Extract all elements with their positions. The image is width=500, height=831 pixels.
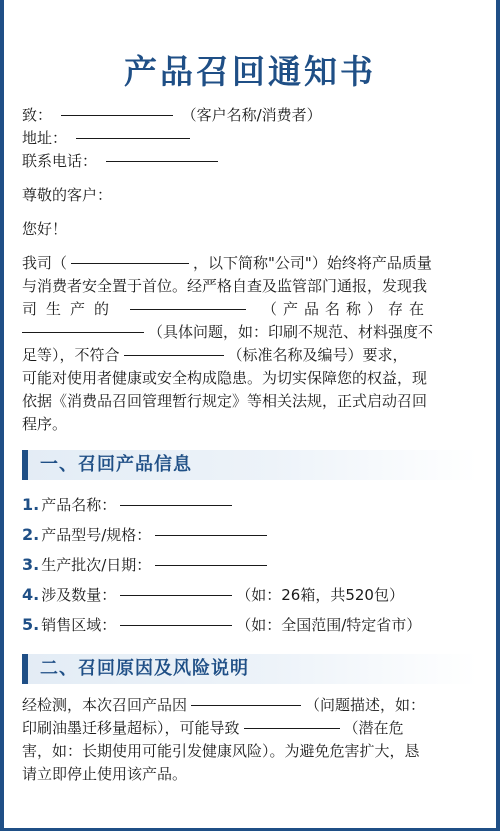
title-area xyxy=(4,0,496,98)
section-title: 二、召回原因及风险说明 xyxy=(40,658,249,679)
list-item xyxy=(22,610,478,640)
reason-line-1 xyxy=(22,694,478,717)
item-note: （如：26箱，共520包） xyxy=(236,586,404,604)
item-label: 销售区域： xyxy=(41,616,117,634)
intro-text: （产品名称）存在 xyxy=(262,300,431,318)
item-label: 产品名称： xyxy=(41,496,117,514)
address-line xyxy=(22,127,478,150)
product-info-list xyxy=(22,490,478,640)
intro-text: ，以下简称"公司"）始终将产品质量 xyxy=(193,254,432,272)
reason-line-3: 害，如：长期使用可能引发健康风险）。为避免危害扩大，恳 xyxy=(22,742,420,760)
item-number: 2. xyxy=(22,525,40,544)
item-number: 3. xyxy=(22,555,40,574)
reason-line-2 xyxy=(22,717,478,740)
reason-text: （问题描述，如： xyxy=(305,696,426,714)
item-number: 1. xyxy=(22,495,40,514)
intro-text: 足等），不符合 xyxy=(22,346,120,364)
hello: 您好！ xyxy=(22,220,68,238)
section-bar xyxy=(22,654,28,684)
address-blank xyxy=(76,138,190,139)
reason-line-4: 请立即停止使用该产品。 xyxy=(22,765,188,783)
product-name-blank xyxy=(130,309,246,310)
section-1-heading xyxy=(22,450,478,480)
intro-text: （具体问题，如：印刷不规范、材料强度不 xyxy=(148,323,434,341)
section-bar xyxy=(22,450,28,480)
list-item xyxy=(22,490,478,520)
to-hint: （客户名称/消费者） xyxy=(181,106,322,124)
phone-blank xyxy=(106,161,218,162)
to-line xyxy=(22,104,478,127)
salutation: 尊敬的客户： xyxy=(22,186,113,204)
intro-text: （标准名称及编号）要求， xyxy=(227,346,408,364)
notice-body xyxy=(4,98,496,786)
page-title: 产品召回通知书 xyxy=(124,52,376,91)
intro-line-8: 程序。 xyxy=(22,415,68,433)
reason-text: 经检测，本次召回产品因 xyxy=(22,696,188,714)
hazard-blank xyxy=(244,728,340,729)
address-label: 地址： xyxy=(22,129,68,147)
phone-label: 联系电话： xyxy=(22,152,98,170)
item-blank xyxy=(120,595,232,596)
intro-line-5 xyxy=(22,344,478,367)
list-item xyxy=(22,580,478,610)
intro-line-7: 依据《消费品召回管理暂行规定》等相关法规，正式启动召回 xyxy=(22,392,428,410)
section-2-heading xyxy=(22,654,478,684)
item-blank xyxy=(120,505,232,506)
section-title: 一、召回产品信息 xyxy=(40,454,192,475)
to-blank xyxy=(61,115,173,116)
intro-line-2: 与消费者安全置于首位。经严格自查及监管部门通报，发现我 xyxy=(22,277,428,295)
item-note: （如：全国范围/特定省市） xyxy=(236,616,422,634)
item-label: 产品型号/规格： xyxy=(41,526,152,544)
problem-blank xyxy=(22,332,144,333)
standard-blank xyxy=(124,355,224,356)
item-label: 涉及数量： xyxy=(41,586,117,604)
to-label: 致： xyxy=(22,106,53,124)
issue-blank xyxy=(191,705,301,706)
intro-line-1 xyxy=(22,252,478,275)
intro-line-6: 可能对使用者健康或安全构成隐患。为切实保障您的权益，现 xyxy=(22,369,428,387)
intro-text: 我司（ xyxy=(22,254,68,272)
intro-line-3 xyxy=(22,298,478,321)
intro-text: 司生产的 xyxy=(22,300,119,318)
intro-line-4 xyxy=(22,321,478,344)
reason-paragraph xyxy=(22,694,478,786)
item-blank xyxy=(120,625,232,626)
item-label: 生产批次/日期： xyxy=(41,556,152,574)
company-blank xyxy=(71,263,189,264)
item-blank xyxy=(155,565,267,566)
phone-line xyxy=(22,150,478,173)
item-blank xyxy=(155,535,267,536)
reason-text: （潜在危 xyxy=(343,719,404,737)
item-number: 5. xyxy=(22,615,40,634)
list-item xyxy=(22,520,478,550)
intro-paragraph xyxy=(22,252,478,436)
list-item xyxy=(22,550,478,580)
reason-text: 印刷油墨迁移量超标），可能导致 xyxy=(22,719,240,737)
item-number: 4. xyxy=(22,585,40,604)
